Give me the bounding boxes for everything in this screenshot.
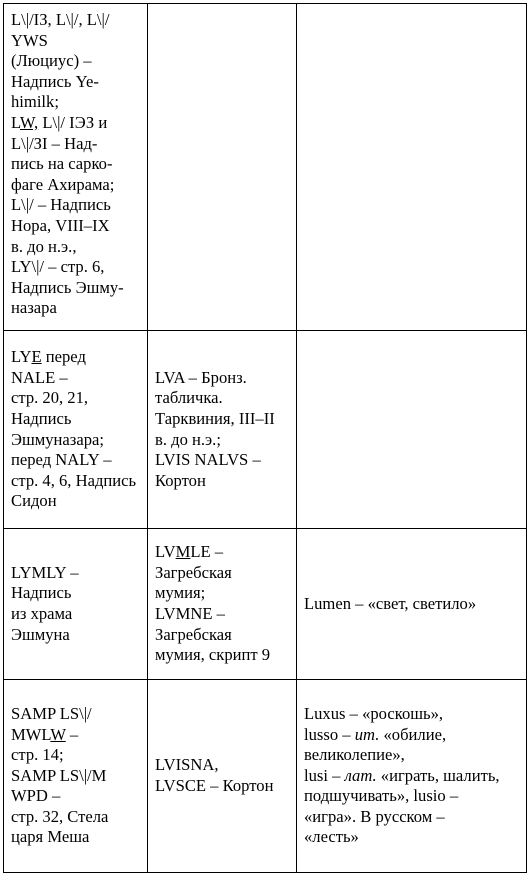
text-fragment: LY — [11, 347, 32, 367]
cell-line: L\|/ – Надпись — [11, 195, 111, 215]
cell-line: мумия, скрипт 9 — [155, 645, 271, 665]
cell-line: LVSCE – Кортон — [155, 776, 274, 795]
cell-phoenician — [4, 4, 148, 331]
cell-line — [11, 347, 141, 368]
text-fragment: lusso – — [304, 724, 355, 744]
text-fragment: L\|/ ІЭЗ и — [38, 112, 108, 132]
cell-phoenician — [4, 680, 148, 873]
cell-phoenician — [4, 331, 148, 529]
cell-line: Загребская — [155, 624, 232, 644]
text-fragment: MWL — [11, 724, 51, 744]
cell-line: «лесть» — [304, 827, 359, 847]
text-fragment: перед — [41, 347, 86, 367]
text-fragment: «играть, шалить, — [376, 765, 500, 785]
table-row — [4, 529, 527, 680]
cell-line: Тарквиния, III–II — [155, 408, 275, 428]
lexicon-table — [3, 3, 527, 873]
cell-line: YWS — [11, 30, 48, 50]
cell-line: LVIS NALVS – — [155, 450, 261, 470]
cell-line: Надпись — [11, 583, 72, 603]
cell-line — [11, 725, 141, 746]
cell-line: (Люциус) – — [11, 51, 92, 71]
cell-line: LYMLY – — [11, 562, 79, 582]
cell-line — [304, 725, 520, 746]
cell-line: в. до н.э., — [11, 236, 77, 256]
cell-phoenician — [4, 529, 148, 680]
cell-line: LY\|/ – стр. 6, — [11, 257, 105, 277]
cell-line: Загребская — [155, 562, 232, 582]
cell-line: LVMNE – — [155, 604, 225, 623]
text-fragment: – — [65, 724, 79, 744]
cell-latin — [297, 331, 527, 529]
text-fragment: lusi – — [304, 765, 345, 785]
underlined-text: E — [31, 347, 42, 367]
text-fragment: «обилие, — [379, 724, 447, 744]
cell-line: стр. 32, Стела — [11, 806, 109, 826]
cell-line: подшучивать», lusio – — [304, 786, 459, 806]
cell-line: «игра». В русском – — [304, 806, 445, 826]
cell-line: Кортон — [155, 470, 206, 490]
cell-line: великолепие», — [304, 745, 405, 765]
cell-line: Сидон — [11, 491, 57, 511]
cell-line: пись на сарко- — [11, 154, 113, 174]
cell-line: назара — [11, 298, 57, 318]
cell-line: Надпись Ye- — [11, 71, 99, 91]
italic-text: ит. — [354, 724, 380, 744]
cell-line: стр. 14; — [11, 745, 64, 765]
cell-line: Эшмуна — [11, 624, 70, 644]
table-row — [4, 4, 527, 331]
text-fragment: L — [11, 112, 20, 132]
cell-line: SAMP LS\|/ — [11, 703, 92, 723]
cell-line: Надпись — [11, 408, 72, 428]
cell-etruscan — [148, 4, 297, 331]
cell-line: табличка. — [155, 388, 223, 408]
italic-text: лат. — [344, 765, 377, 785]
cell-line: L\|/ЗІ – Над- — [11, 133, 98, 153]
cell-line: SAMP LS\|/M — [11, 765, 107, 785]
cell-line: L\|/ІЗ, L\|/, L\|/ — [11, 10, 110, 29]
cell-line: Нора, VIII–IX — [11, 215, 110, 235]
cell-line: фаге Ахирама; — [11, 174, 115, 194]
underlined-text: W — [50, 724, 66, 744]
cell-line: Luxus – «роскошь», — [304, 703, 444, 723]
cell-line: перед NALY – — [11, 450, 112, 470]
table-row — [4, 680, 527, 873]
cell-etruscan — [148, 529, 297, 680]
text-fragment: LE – — [190, 542, 224, 562]
text-fragment: LV — [155, 542, 176, 562]
cell-line: NALE – — [11, 367, 68, 387]
cell-etruscan — [148, 331, 297, 529]
cell-latin — [297, 680, 527, 873]
table-row — [4, 331, 527, 529]
cell-line: WPD – — [11, 786, 61, 806]
cell-latin — [297, 529, 527, 680]
cell-line: в. до н.э.; — [155, 429, 221, 449]
cell-line — [304, 766, 520, 787]
cell-line: стр. 20, 21, — [11, 388, 89, 408]
cell-line: мумия; — [155, 583, 206, 603]
underlined-text: W, — [19, 112, 39, 132]
cell-line: царя Меша — [11, 827, 90, 847]
cell-line: LVISNA, — [155, 755, 219, 775]
cell-line: Lumen – «свет, светило» — [304, 593, 477, 613]
cell-etruscan — [148, 680, 297, 873]
cell-line: Надпись Эшму- — [11, 277, 124, 297]
cell-line — [155, 542, 290, 563]
cell-line: стр. 4, 6, Надпись — [11, 470, 137, 490]
cell-latin — [297, 4, 527, 331]
cell-line: himilk; — [11, 92, 59, 112]
cell-line: из храма — [11, 604, 73, 623]
cell-line: Эшмуназара; — [11, 429, 104, 449]
cell-line — [11, 113, 141, 134]
cell-line: LVA – Бронз. — [155, 367, 247, 387]
underlined-text: M — [175, 542, 191, 562]
